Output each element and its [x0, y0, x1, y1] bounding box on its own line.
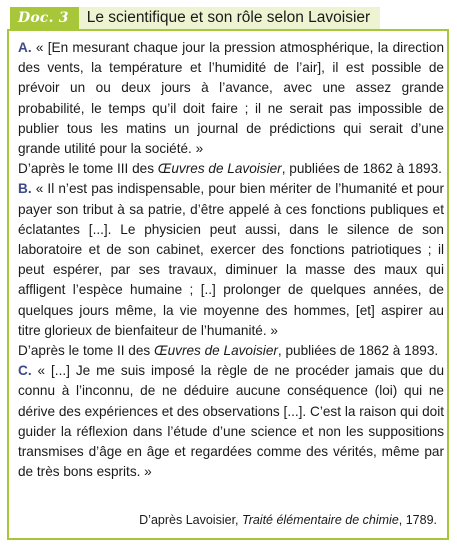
- quote-c-text: « [...] Je me suis imposé la règle de ne procéder jamais que du connu à l’inconnu, de ne déduire aucune conséquence (loi) qui ne dérive des expériences et des observations [...]. C’est la raison qui doit guider la réflexion dans l’étude d’une science et non les suppositions transmises d’âge en âge et regardées comme des vérités, même par de très bons esprits. »: [18, 363, 445, 480]
- source-b: [18, 341, 444, 361]
- marker-a: A.: [18, 40, 32, 55]
- source-a: [18, 159, 444, 179]
- quote-a-text: « [En mesurant chaque jour la pression atmosphérique, la direction des vents, la température et l’humidité de l’air], il est possible de prévoir un ou deux jours à l’avance, avec une assez grande probabilité, le temps qu’il doit faire ; il ne serait pas impossible de publier tous les matins un journal de prédictions qui serait d’une grande utilité pour la société. »: [18, 40, 445, 157]
- marker-b: B.: [18, 181, 32, 197]
- marker-c: C.: [18, 363, 32, 379]
- document-header: [10, 7, 380, 29]
- quote-b-text: « Il n’est pas indispensable, pour bien mériter de l’humanité et pour payer son tribut à sa patrie, d’être appelé à ces fonctions publiques et éclatantes [...]. Le physicien peut aussi, dans le silence de son laboratoire et de son cabinet, exercer des fonctions patriotiques ; il peut espérer, par ses travaux, diminuer la masse des maux qui affligent l’espèce humaine ; [..] prolonger de quelques années, de quelques jours même, la vie moyenne des hommes, [et] aspirer au titre glorieux de bienfaiteur de l’humanité. »: [18, 181, 444, 338]
- source-a-suffix: , publiées de 1862 à 1893.: [281, 161, 442, 177]
- source-b-suffix: , publiées de 1862 à 1893.: [277, 343, 439, 359]
- source-b-work: Œuvres de Lavoisier: [154, 343, 278, 359]
- source-c-suffix: , 1789.: [398, 513, 437, 527]
- source-a-prefix: D’après le tome III des: [18, 161, 158, 177]
- source-b-prefix: D’après le tome II des: [18, 343, 154, 359]
- document-body: [18, 38, 444, 482]
- quote-c: [18, 361, 444, 482]
- source-c-work: Traité élémentaire de chimie: [241, 513, 399, 527]
- doc-label: Doc. 3: [10, 7, 79, 29]
- source-a-work: Œuvres de Lavoisier: [157, 161, 282, 177]
- source-c-prefix: D’après Lavoisier,: [139, 513, 242, 527]
- source-c: [139, 511, 437, 529]
- quote-a: [18, 38, 444, 159]
- quote-b: [18, 179, 444, 341]
- doc-title: Le scientifique et son rôle selon Lavoisier: [79, 7, 380, 29]
